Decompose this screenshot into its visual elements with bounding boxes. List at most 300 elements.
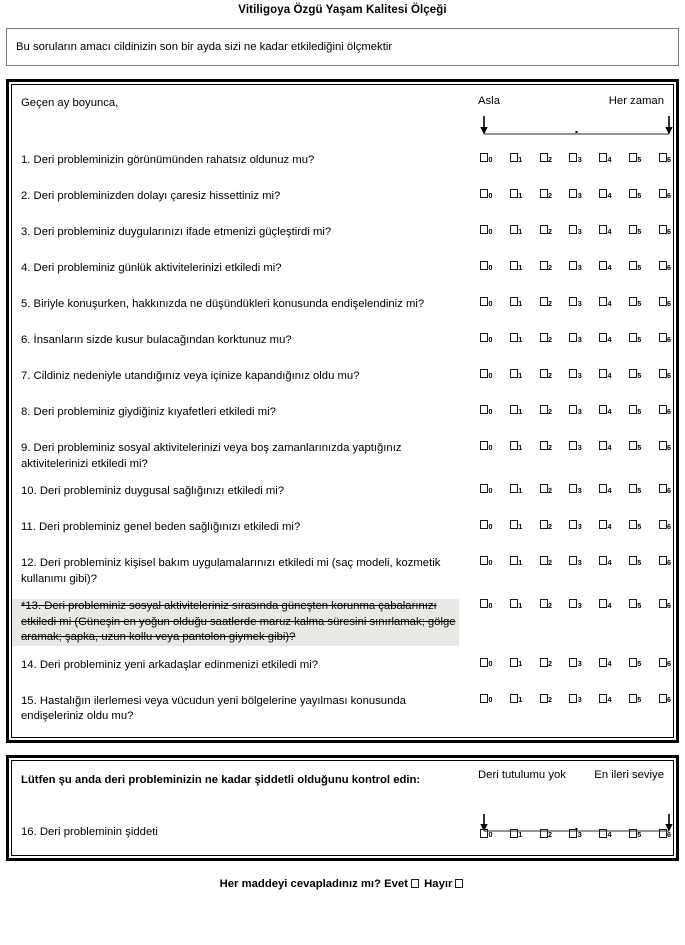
footer-no-checkbox[interactable] — [455, 879, 463, 888]
scale-option-2[interactable] — [540, 405, 553, 414]
scale-option-1[interactable] — [510, 520, 523, 529]
scale-option-number: 0 — [488, 557, 493, 567]
checkbox-square[interactable] — [599, 829, 607, 838]
checkbox-square[interactable] — [629, 297, 637, 306]
scale-option-number: 4 — [607, 226, 612, 236]
checkbox-square[interactable] — [480, 225, 488, 234]
checkbox-square[interactable] — [629, 153, 637, 162]
scale-option-5[interactable] — [629, 297, 642, 306]
severity-option-2[interactable] — [540, 829, 553, 838]
scale-option-3[interactable] — [569, 261, 582, 270]
checkbox-square[interactable] — [540, 694, 548, 703]
checkbox-square[interactable] — [540, 556, 548, 565]
scale-option-number: 2 — [548, 154, 552, 164]
scale-option-number: 6 — [667, 262, 671, 272]
scale-option-5[interactable] — [629, 369, 642, 378]
scale-option-number: 1 — [518, 262, 523, 272]
scale-option-5[interactable] — [629, 484, 642, 493]
scale-option-1[interactable] — [510, 599, 523, 608]
checkbox-square[interactable] — [629, 829, 637, 838]
checkbox-square[interactable] — [659, 829, 667, 838]
checkbox-square[interactable] — [659, 369, 667, 378]
scale-option-5[interactable] — [629, 225, 642, 234]
checkbox-square[interactable] — [599, 556, 607, 565]
scale-option-1[interactable] — [510, 484, 523, 493]
checkbox-square[interactable] — [569, 405, 577, 414]
scale-option-6[interactable] — [659, 189, 672, 198]
scale-option-number: 1 — [518, 557, 523, 567]
severity-option-number: 6 — [667, 830, 671, 840]
scale-option-3[interactable] — [569, 333, 582, 342]
scale-option-4[interactable] — [599, 333, 612, 342]
scale-option-6[interactable] — [659, 153, 672, 162]
question-checkbox-group — [480, 261, 680, 270]
checkbox-square[interactable] — [599, 484, 607, 493]
checkbox-square[interactable] — [569, 694, 577, 703]
checkbox-square[interactable] — [599, 599, 607, 608]
checkbox-square[interactable] — [480, 484, 488, 493]
checkbox-square[interactable] — [659, 484, 667, 493]
scale-option-0[interactable] — [480, 556, 493, 565]
checkbox-square[interactable] — [629, 556, 637, 565]
lead-in-label: Geçen ay boyunca, — [21, 97, 119, 109]
scale-option-0[interactable] — [480, 225, 493, 234]
scale-anchor-right-label: Her zaman — [608, 95, 664, 107]
scale-option-3[interactable] — [569, 599, 582, 608]
scale-option-4[interactable] — [599, 441, 612, 450]
checkbox-square[interactable] — [629, 405, 637, 414]
scale-option-0[interactable] — [480, 297, 493, 306]
checkbox-square[interactable] — [480, 369, 488, 378]
scale-option-number: 2 — [548, 695, 552, 705]
checkbox-square[interactable] — [510, 441, 518, 450]
scale-option-5[interactable] — [629, 189, 642, 198]
scale-option-2[interactable] — [540, 658, 553, 667]
scale-option-2[interactable] — [540, 297, 553, 306]
checkbox-square[interactable] — [629, 484, 637, 493]
severity-option-5[interactable] — [629, 829, 642, 838]
scale-option-6[interactable] — [659, 225, 672, 234]
scale-option-number: 1 — [518, 190, 523, 200]
question-row — [12, 550, 673, 593]
checkbox-square[interactable] — [629, 189, 637, 198]
checkbox-square[interactable] — [480, 694, 488, 703]
scale-option-number: 5 — [637, 485, 642, 495]
checkbox-square[interactable] — [480, 599, 488, 608]
scale-option-0[interactable] — [480, 405, 493, 414]
scale-option-4[interactable] — [599, 520, 612, 529]
scale-option-number: 2 — [548, 557, 552, 567]
scale-option-number: 5 — [637, 406, 642, 416]
checkbox-square[interactable] — [659, 441, 667, 450]
scale-option-6[interactable] — [659, 405, 672, 414]
scale-option-number: 2 — [548, 226, 552, 236]
checkbox-square[interactable] — [540, 297, 548, 306]
scale-option-1[interactable] — [510, 153, 523, 162]
scale-option-3[interactable] — [569, 297, 582, 306]
checkbox-square[interactable] — [480, 333, 488, 342]
severity-question-label: 16. Deri probleminin şiddeti — [21, 825, 158, 838]
checkbox-square[interactable] — [510, 658, 518, 667]
scale-option-1[interactable] — [510, 694, 523, 703]
scale-option-number: 0 — [488, 521, 493, 531]
question-text: 11. Deri probleminiz genel beden sağlığınızı etkiledi mi? — [21, 521, 301, 533]
scale-option-number: 3 — [577, 406, 582, 416]
scale-option-number: 2 — [548, 442, 552, 452]
scale-option-number: 5 — [637, 154, 642, 164]
scale-option-1[interactable] — [510, 441, 523, 450]
scale-option-6[interactable] — [659, 297, 672, 306]
checkbox-square[interactable] — [480, 556, 488, 565]
checkbox-square[interactable] — [480, 189, 488, 198]
footer-prompt-text: Her maddeyi cevapladınız mı? — [219, 877, 381, 890]
scale-option-number: 1 — [518, 334, 523, 344]
checkbox-square[interactable] — [569, 369, 577, 378]
checkbox-square[interactable] — [629, 441, 637, 450]
scale-option-4[interactable] — [599, 599, 612, 608]
checkbox-square[interactable] — [510, 189, 518, 198]
scale-option-6[interactable] — [659, 441, 672, 450]
scale-option-2[interactable] — [540, 520, 553, 529]
checkbox-square[interactable] — [569, 153, 577, 162]
scale-option-4[interactable] — [599, 297, 612, 306]
question-row — [12, 514, 673, 550]
scale-option-number: 0 — [488, 262, 493, 272]
checkbox-square[interactable] — [659, 297, 667, 306]
checkbox-square[interactable] — [629, 333, 637, 342]
checkbox-square[interactable] — [569, 658, 577, 667]
checkbox-square[interactable] — [510, 405, 518, 414]
checkbox-square[interactable] — [599, 369, 607, 378]
scale-option-6[interactable] — [659, 599, 672, 608]
question-row — [12, 327, 673, 363]
scale-option-6[interactable] — [659, 556, 672, 565]
checkbox-square[interactable] — [569, 333, 577, 342]
scale-option-0[interactable] — [480, 441, 493, 450]
scale-option-0[interactable] — [480, 261, 493, 270]
scale-option-number: 6 — [667, 485, 671, 495]
checkbox-square[interactable] — [569, 225, 577, 234]
scale-option-number: 2 — [548, 334, 552, 344]
scale-option-4[interactable] — [599, 261, 612, 270]
questionnaire-inner-frame — [11, 84, 674, 738]
scale-option-2[interactable] — [540, 261, 553, 270]
scale-option-5[interactable] — [629, 441, 642, 450]
checkbox-square[interactable] — [659, 556, 667, 565]
scale-option-2[interactable] — [540, 369, 553, 378]
checkbox-square[interactable] — [480, 261, 488, 270]
scale-option-4[interactable] — [599, 556, 612, 565]
scale-option-1[interactable] — [510, 405, 523, 414]
scale-option-3[interactable] — [569, 369, 582, 378]
checkbox-square[interactable] — [659, 405, 667, 414]
scale-option-0[interactable] — [480, 153, 493, 162]
scale-option-3[interactable] — [569, 694, 582, 703]
checkbox-square[interactable] — [510, 520, 518, 529]
scale-option-number: 4 — [607, 557, 612, 567]
scale-option-number: 1 — [518, 659, 523, 669]
scale-option-3[interactable] — [569, 484, 582, 493]
scale-option-3[interactable] — [569, 225, 582, 234]
question-text: 1. Deri probleminizin görünümünden rahatsız oldunuz mu? — [21, 154, 315, 166]
checkbox-square[interactable] — [540, 484, 548, 493]
scale-option-number: 1 — [518, 442, 523, 452]
checkbox-square[interactable] — [599, 261, 607, 270]
scale-option-0[interactable] — [480, 333, 493, 342]
question-text: 10. Deri probleminiz duygusal sağlığınızı etkiledi mi? — [21, 485, 285, 497]
checkbox-square[interactable] — [659, 153, 667, 162]
scale-option-5[interactable] — [629, 658, 642, 667]
checkbox-square[interactable] — [510, 153, 518, 162]
severity-option-6[interactable] — [659, 829, 672, 838]
checkbox-square[interactable] — [599, 405, 607, 414]
scale-option-3[interactable] — [569, 153, 582, 162]
checkbox-square[interactable] — [480, 153, 488, 162]
checkbox-square[interactable] — [569, 520, 577, 529]
checkbox-square[interactable] — [540, 405, 548, 414]
checkbox-square[interactable] — [599, 297, 607, 306]
severity-option-number: 0 — [488, 830, 493, 840]
checkbox-square[interactable] — [540, 153, 548, 162]
scale-option-number: 0 — [488, 370, 493, 380]
checkbox-square[interactable] — [629, 520, 637, 529]
scale-option-4[interactable] — [599, 369, 612, 378]
scale-option-number: 5 — [637, 600, 642, 610]
scale-option-number: 6 — [667, 190, 671, 200]
intro-instruction-box — [6, 28, 679, 66]
checkbox-square[interactable] — [540, 441, 548, 450]
checkbox-square[interactable] — [540, 829, 548, 838]
scale-axis-arrow — [480, 115, 673, 137]
question-checkbox-group — [480, 694, 680, 703]
scale-option-6[interactable] — [659, 484, 672, 493]
scale-option-number: 2 — [548, 190, 552, 200]
scale-option-3[interactable] — [569, 520, 582, 529]
checkbox-square[interactable] — [569, 829, 577, 838]
scale-option-6[interactable] — [659, 369, 672, 378]
severity-option-4[interactable] — [599, 829, 612, 838]
scale-option-5[interactable] — [629, 333, 642, 342]
scale-option-number: 0 — [488, 485, 493, 495]
checkbox-square[interactable] — [599, 153, 607, 162]
question-row — [12, 399, 673, 435]
checkbox-square[interactable] — [480, 520, 488, 529]
scale-option-number: 1 — [518, 154, 523, 164]
checkbox-square[interactable] — [510, 225, 518, 234]
checkbox-square[interactable] — [659, 658, 667, 667]
scale-option-0[interactable] — [480, 658, 493, 667]
checkbox-square[interactable] — [540, 520, 548, 529]
checkbox-square[interactable] — [480, 405, 488, 414]
scale-option-2[interactable] — [540, 189, 553, 198]
scale-option-number: 3 — [577, 334, 582, 344]
scale-option-1[interactable] — [510, 658, 523, 667]
scale-option-0[interactable] — [480, 599, 493, 608]
severity-option-number: 4 — [607, 830, 612, 840]
checkbox-square[interactable] — [629, 599, 637, 608]
scale-option-2[interactable] — [540, 694, 553, 703]
scale-option-5[interactable] — [629, 153, 642, 162]
checkbox-square[interactable] — [480, 441, 488, 450]
scale-option-6[interactable] — [659, 261, 672, 270]
checkbox-square[interactable] — [510, 829, 518, 838]
scale-option-1[interactable] — [510, 297, 523, 306]
checkbox-square[interactable] — [599, 225, 607, 234]
scale-option-number: 2 — [548, 521, 552, 531]
severity-anchor-left-label: Deri tutulumu yok — [478, 768, 566, 781]
checkbox-square[interactable] — [540, 658, 548, 667]
question-text: 3. Deri probleminiz duygularınızı ifade etmenizi güçleştirdi mi? — [21, 226, 332, 238]
scale-option-2[interactable] — [540, 333, 553, 342]
checkbox-square[interactable] — [569, 556, 577, 565]
scale-option-3[interactable] — [569, 441, 582, 450]
scale-option-2[interactable] — [540, 484, 553, 493]
checkbox-square[interactable] — [480, 829, 488, 838]
scale-option-number: 5 — [637, 442, 642, 452]
scale-option-6[interactable] — [659, 333, 672, 342]
scale-option-number: 4 — [607, 659, 612, 669]
checkbox-square[interactable] — [569, 441, 577, 450]
checkbox-square[interactable] — [629, 658, 637, 667]
scale-option-5[interactable] — [629, 261, 642, 270]
checkbox-square[interactable] — [569, 189, 577, 198]
footer-yes-checkbox[interactable] — [411, 879, 419, 888]
checkbox-square[interactable] — [599, 694, 607, 703]
scale-option-1[interactable] — [510, 369, 523, 378]
checkbox-square[interactable] — [659, 333, 667, 342]
severity-option-number: 1 — [518, 830, 523, 840]
checkbox-square[interactable] — [659, 520, 667, 529]
checkbox-square[interactable] — [510, 556, 518, 565]
scale-anchor-left-label: Asla — [478, 95, 500, 107]
checkbox-square[interactable] — [659, 189, 667, 198]
scale-option-2[interactable] — [540, 153, 553, 162]
checkbox-square[interactable] — [510, 333, 518, 342]
checkbox-square[interactable] — [569, 599, 577, 608]
scale-header — [12, 85, 673, 147]
checkbox-square[interactable] — [599, 658, 607, 667]
scale-option-3[interactable] — [569, 405, 582, 414]
scale-option-0[interactable] — [480, 189, 493, 198]
scale-option-2[interactable] — [540, 556, 553, 565]
checkbox-square[interactable] — [599, 520, 607, 529]
checkbox-square[interactable] — [510, 694, 518, 703]
scale-option-6[interactable] — [659, 520, 672, 529]
scale-option-4[interactable] — [599, 225, 612, 234]
scale-option-4[interactable] — [599, 694, 612, 703]
scale-option-5[interactable] — [629, 556, 642, 565]
scale-option-1[interactable] — [510, 189, 523, 198]
checkbox-square[interactable] — [480, 297, 488, 306]
checkbox-square[interactable] — [659, 694, 667, 703]
checkbox-square[interactable] — [540, 369, 548, 378]
scale-option-number: 3 — [577, 154, 582, 164]
scale-option-1[interactable] — [510, 556, 523, 565]
checkbox-square[interactable] — [599, 333, 607, 342]
scale-option-0[interactable] — [480, 369, 493, 378]
scale-option-1[interactable] — [510, 333, 523, 342]
scale-option-number: 2 — [548, 485, 552, 495]
scale-option-5[interactable] — [629, 405, 642, 414]
checkbox-square[interactable] — [540, 189, 548, 198]
severity-option-3[interactable] — [569, 829, 582, 838]
severity-option-0[interactable] — [480, 829, 493, 838]
checkbox-square[interactable] — [540, 333, 548, 342]
scale-option-number: 3 — [577, 298, 582, 308]
checkbox-square[interactable] — [659, 261, 667, 270]
scale-option-4[interactable] — [599, 189, 612, 198]
checkbox-square[interactable] — [510, 261, 518, 270]
checkbox-square[interactable] — [659, 225, 667, 234]
question-text: 12. Deri probleminiz kişisel bakım uygulamalarınızı etkiledi mi (saç modeli, kozmetik kullanımı gibi)? — [21, 557, 441, 585]
scale-option-number: 4 — [607, 485, 612, 495]
scale-option-0[interactable] — [480, 520, 493, 529]
scale-option-1[interactable] — [510, 261, 523, 270]
scale-option-number: 4 — [607, 190, 612, 200]
checkbox-square[interactable] — [510, 369, 518, 378]
checkbox-square[interactable] — [629, 225, 637, 234]
severity-option-1[interactable] — [510, 829, 523, 838]
checkbox-square[interactable] — [540, 599, 548, 608]
checkbox-square[interactable] — [540, 225, 548, 234]
checkbox-square[interactable] — [510, 297, 518, 306]
scale-option-5[interactable] — [629, 599, 642, 608]
checkbox-square[interactable] — [510, 599, 518, 608]
scale-option-number: 1 — [518, 521, 523, 531]
scale-option-number: 2 — [548, 298, 552, 308]
checkbox-square[interactable] — [569, 484, 577, 493]
question-text: 9. Deri probleminiz sosyal aktivitelerinizi veya boş zamanlarınızda yaptığınız aktivitelerinizi etkiledi mi? — [21, 442, 402, 470]
scale-option-3[interactable] — [569, 189, 582, 198]
questionnaire-outer-frame — [6, 79, 679, 743]
scale-option-number: 1 — [518, 695, 523, 705]
scale-option-5[interactable] — [629, 694, 642, 703]
scale-option-3[interactable] — [569, 556, 582, 565]
checkbox-square[interactable] — [599, 441, 607, 450]
scale-option-2[interactable] — [540, 599, 553, 608]
question-row — [12, 219, 673, 255]
scale-option-3[interactable] — [569, 658, 582, 667]
checkbox-square[interactable] — [659, 599, 667, 608]
checkbox-square[interactable] — [629, 261, 637, 270]
scale-option-4[interactable] — [599, 153, 612, 162]
scale-option-6[interactable] — [659, 694, 672, 703]
scale-option-5[interactable] — [629, 520, 642, 529]
checkbox-square[interactable] — [629, 369, 637, 378]
checkbox-square[interactable] — [510, 484, 518, 493]
scale-option-1[interactable] — [510, 225, 523, 234]
scale-option-0[interactable] — [480, 484, 493, 493]
scale-option-2[interactable] — [540, 225, 553, 234]
scale-option-0[interactable] — [480, 694, 493, 703]
scale-option-4[interactable] — [599, 484, 612, 493]
checkbox-square[interactable] — [569, 297, 577, 306]
scale-option-number: 4 — [607, 600, 612, 610]
scale-option-number: 3 — [577, 695, 582, 705]
scale-option-6[interactable] — [659, 658, 672, 667]
footer-yes-label: Evet — [384, 877, 408, 890]
question-checkbox-group — [480, 225, 680, 234]
scale-option-4[interactable] — [599, 405, 612, 414]
checkbox-square[interactable] — [480, 658, 488, 667]
scale-option-number: 1 — [518, 226, 523, 236]
checkbox-square[interactable] — [540, 261, 548, 270]
scale-option-2[interactable] — [540, 441, 553, 450]
checkbox-square[interactable] — [599, 189, 607, 198]
checkbox-square[interactable] — [569, 261, 577, 270]
checkbox-square[interactable] — [629, 694, 637, 703]
scale-option-4[interactable] — [599, 658, 612, 667]
